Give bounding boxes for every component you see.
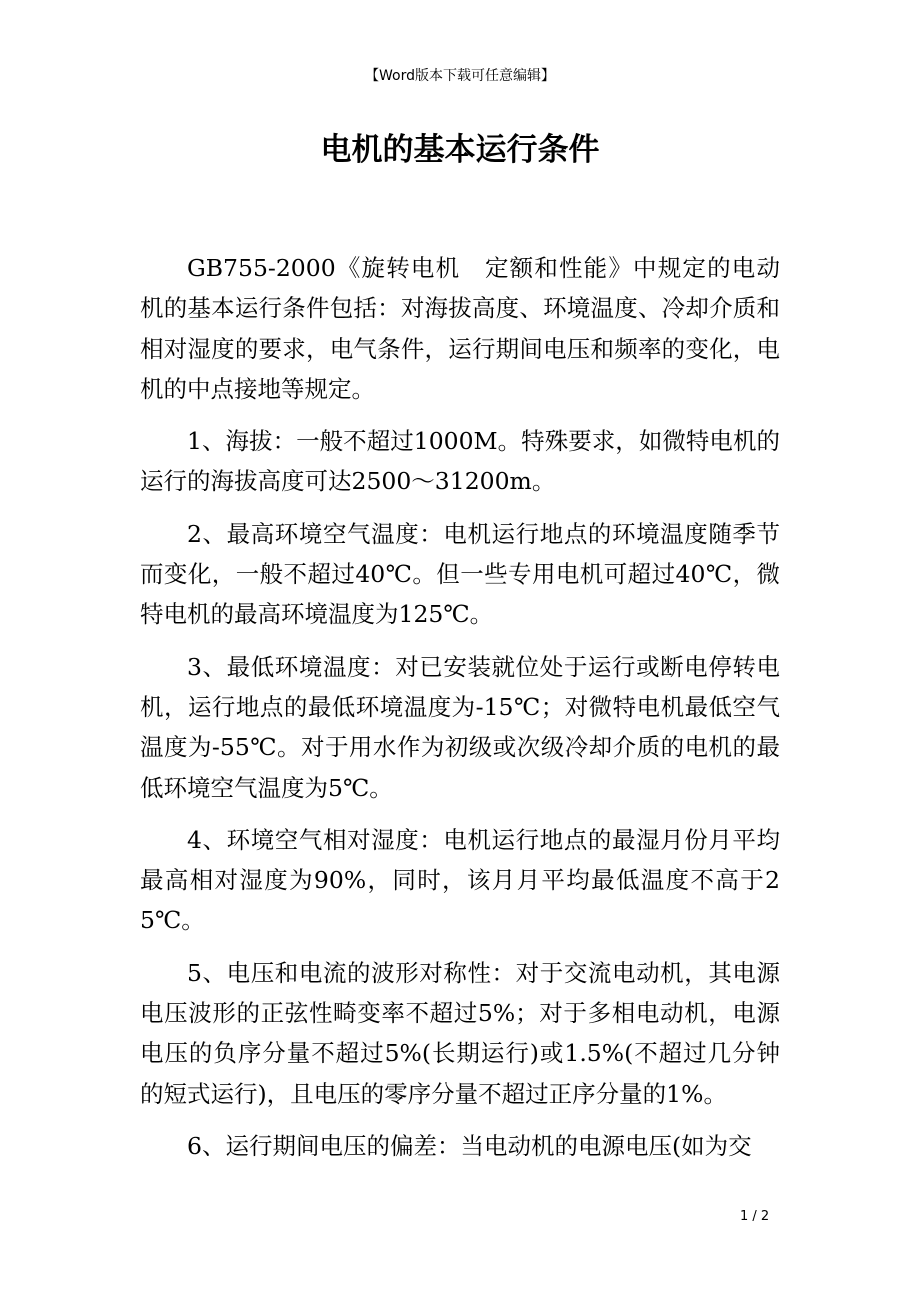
paragraph-min-ambient-temperature: 3、最低环境温度：对已安装就位处于运行或断电停转电机，运行地点的最低环境温度为-15℃；对微特电机最低空气温度为-55℃。对于用水作为初级或次级冷却介质的电机的最低环境空气温度为5℃。 bbox=[140, 652, 780, 802]
document-header-note: 【Word版本下载可任意编辑】 bbox=[365, 68, 555, 84]
paragraph-intro: GB755-2000《旋转电机 定额和性能》中规定的电动机的基本运行条件包括：对海拔高度、环境温度、冷却介质和相对湿度的要求，电气条件，运行期间电压和频率的变化，电机的中点接地等规定。 bbox=[140, 254, 780, 403]
document-body bbox=[140, 248, 780, 1178]
paragraph-relative-humidity: 4、环境空气相对湿度：电机运行地点的最湿月份月平均最高相对湿度为90%，同时，该月月平均最低温度不高于25℃。 bbox=[140, 825, 780, 935]
paragraph-waveform-symmetry: 5、电压和电流的波形对称性：对于交流电动机，其电源电压波形的正弦性畸变率不超过5%；对于多相电动机，电源电压的负序分量不超过5%(长期运行)或1.5%(不超过几分钟的短式运行)，且电压的零序分量不超过正序分量的1%。 bbox=[140, 958, 780, 1108]
paragraph-altitude: 1、海拔：一般不超过1000M。特殊要求，如微特电机的运行的海拔高度可达2500～31200m。 bbox=[140, 427, 780, 496]
document-title: 电机的基本运行条件 bbox=[320, 132, 600, 168]
paragraph-max-ambient-temperature: 2、最高环境空气温度：电机运行地点的环境温度随季节而变化，一般不超过40℃。但一些专用电机可超过40℃，微特电机的最高环境温度为125℃。 bbox=[140, 519, 780, 629]
paragraph-voltage-deviation: 6、运行期间电压的偏差：当电动机的电源电压(如为交 bbox=[187, 1131, 752, 1160]
page-number: 1 / 2 bbox=[740, 1209, 770, 1224]
